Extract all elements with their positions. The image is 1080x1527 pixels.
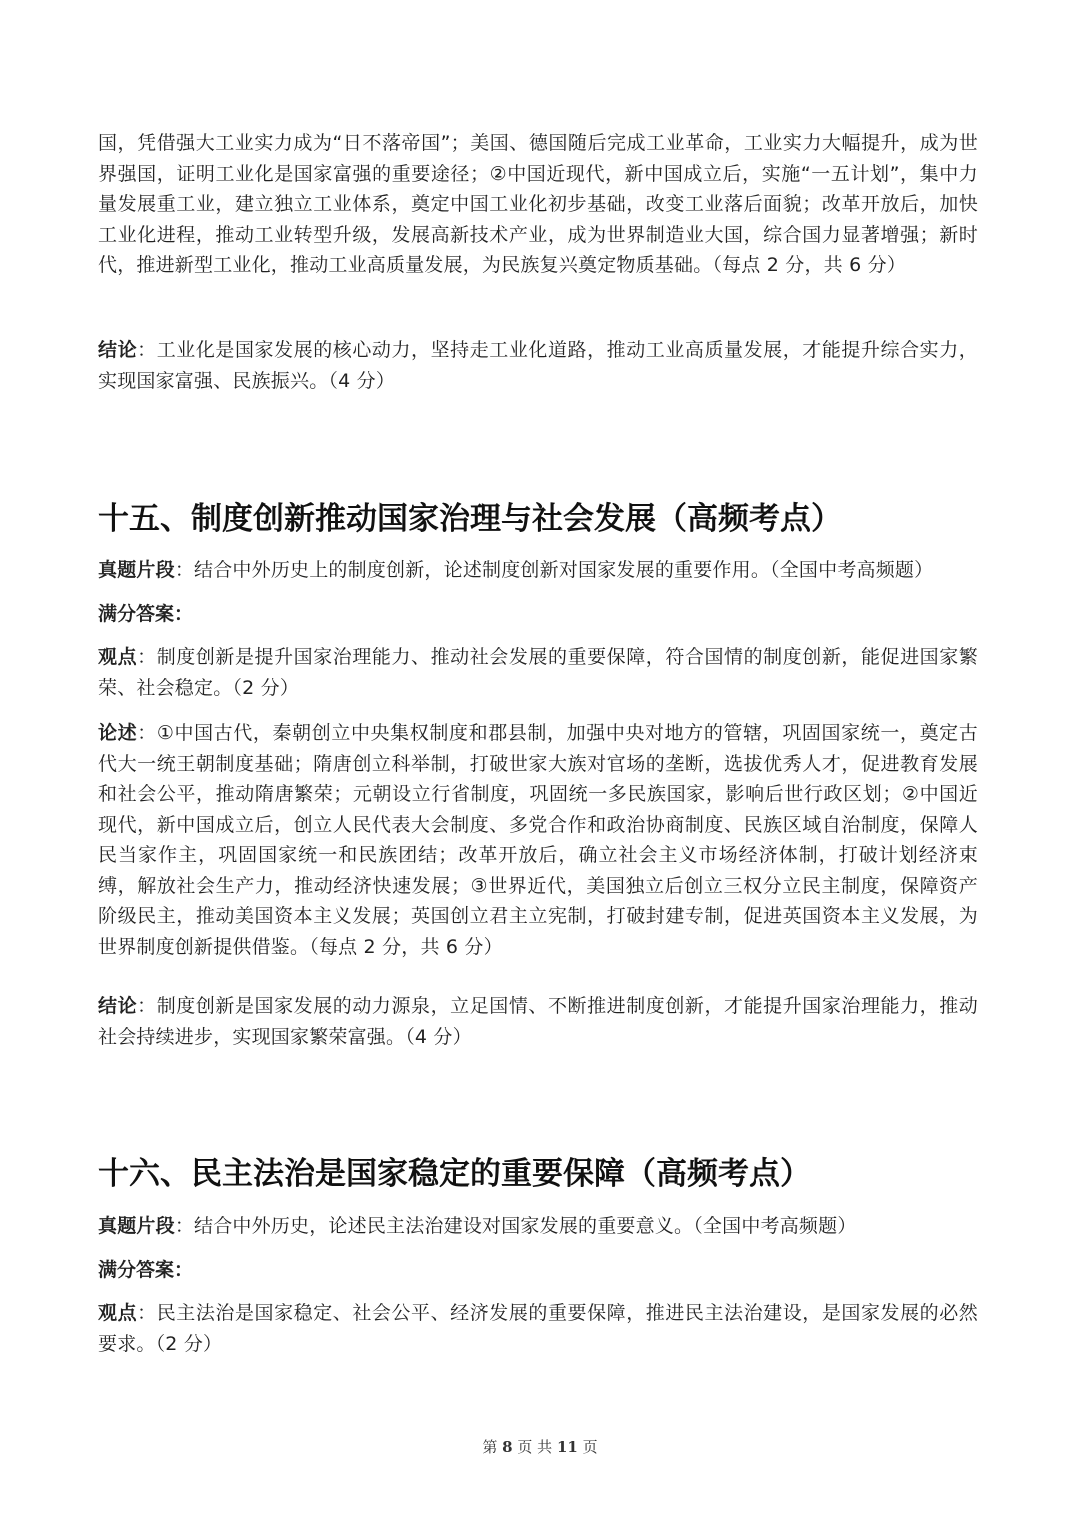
footer-total-pages: 11	[556, 1438, 578, 1456]
section15-conclusion-label: 结论	[98, 995, 138, 1017]
section15-discussion-label: 论述	[98, 722, 138, 744]
section15-viewpoint-label: 观点	[98, 646, 138, 668]
section14-discussion-continued	[98, 128, 978, 281]
section15-heading: 十五、制度创新推动国家治理与社会发展（高频考点）	[98, 501, 842, 537]
section15-discussion-text: ：①中国古代，秦朝创立中央集权制度和郡县制，加强中央对地方的管辖，巩固国家统一，奠定古代大一统王朝制度基础；隋唐创立科举制，打破世家大族对官场的垄断，选拔优秀人才，促进教育发展和社会公平，推动隋唐繁荣；元朝设立行省制度，巩固统一多民族国家，影响后世行政区划；②中国近现代，新中国成立后，创立人民代表大会制度、多党合作和政治协商制度、民族区域自治制度，保障人民当家作主，巩固国家统一和民族团结；改革开放后，确立社会主义市场经济体制，打破计划经济束缚，解放社会生产力，推动经济快速发展；③世界近代，美国独立后创立三权分立民主制度，保障资产阶级民主，推动美国资本主义发展；英国创立君主立宪制，打破封建专制，促进英国资本主义发展，为世界制度创新提供借鉴。（每点 2 分，共 6 分）	[98, 722, 978, 958]
section14-body-text: 国，凭借强大工业实力成为“日不落帝国”；美国、德国随后完成工业革命，工业实力大幅提升，成为世界强国，证明工业化是国家富强的重要途径；②中国近现代，新中国成立后，实施“一五计划”，集中力量发展重工业，建立独立工业体系，奠定中国工业化初步基础，改变工业落后面貌；改革开放后，加快工业化进程，推动工业转型升级，发展高新技术产业，成为世界制造业大国，综合国力显著增强；新时代，推进新型工业化，推动工业高质量发展，为民族复兴奠定物质基础。（每点 2 分，共 6 分）	[98, 132, 978, 276]
section15-viewpoint	[98, 642, 978, 703]
section15-question	[98, 555, 978, 586]
section16-viewpoint-text: ：民主法治是国家稳定、社会公平、经济发展的重要保障，推进民主法治建设，是国家发展的必然要求。（2 分）	[98, 1302, 979, 1355]
section16-viewpoint-label: 观点	[98, 1302, 138, 1324]
section16-heading: 十六、民主法治是国家稳定的重要保障（高频考点）	[98, 1156, 811, 1192]
section14-conclusion	[98, 335, 978, 396]
section14-conclusion-label: 结论	[98, 339, 138, 361]
section16-question-text: ：结合中外历史，论述民主法治建设对国家发展的重要意义。（全国中考高频题）	[174, 1215, 857, 1237]
page-footer	[0, 1437, 1080, 1457]
section15-question-label: 真题片段	[98, 559, 175, 581]
section15-conclusion-text: ：制度创新是国家发展的动力源泉，立足国情、不断推进制度创新，才能提升国家治理能力，推动社会持续进步，实现国家繁荣富强。（4 分）	[98, 995, 979, 1048]
section15-discussion	[98, 718, 978, 962]
section16-question-label: 真题片段	[98, 1215, 175, 1237]
section14-conclusion-text: ：工业化是国家发展的核心动力，坚持走工业化道路，推动工业高质量发展，才能提升综合实力，实现国家富强、民族振兴。（4 分）	[98, 339, 979, 392]
section15-answer-label: 满分答案：	[98, 603, 194, 625]
footer-middle: 页 共	[517, 1438, 553, 1456]
section15-conclusion	[98, 991, 978, 1052]
section15-question-text: ：结合中外历史上的制度创新，论述制度创新对国家发展的重要作用。（全国中考高频题）	[174, 559, 934, 581]
footer-current-page: 8	[502, 1438, 513, 1456]
section15-viewpoint-text: ：制度创新是提升国家治理能力、推动社会发展的重要保障，符合国情的制度创新，能促进国家繁荣、社会稳定。（2 分）	[98, 646, 979, 699]
footer-prefix: 第	[482, 1438, 498, 1456]
section16-answer-label: 满分答案：	[98, 1259, 194, 1281]
section16-question	[98, 1211, 978, 1242]
section16-viewpoint	[98, 1298, 978, 1359]
footer-suffix: 页	[582, 1438, 598, 1456]
